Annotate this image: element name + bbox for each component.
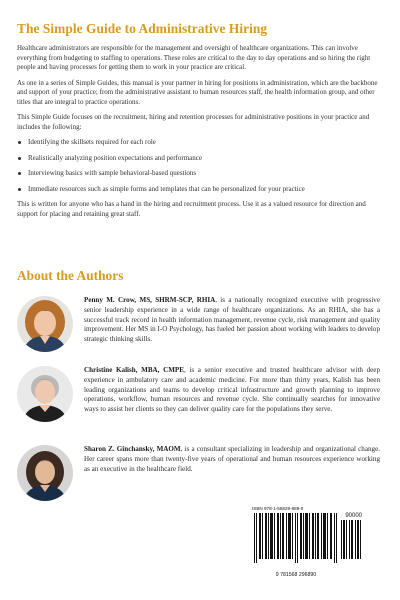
feature-item: Interviewing basics with sample behavioral-based questions — [17, 169, 383, 179]
feature-item: Identifying the skillsets required for each role — [17, 138, 383, 148]
author-bio — [84, 366, 380, 415]
author-name: Christine Kalish, MBA, CMPE — [84, 366, 184, 374]
intro-closing: This is written for anyone who has a hand in the hiring and recruitment process. Use it as a valued resource for direction and support for placing and retaining great staff. — [17, 200, 366, 218]
isbn-label: ISBN 978-1-56829-689-0 — [252, 506, 304, 511]
author-name: Penny M. Crow, MS, SHRM-SCP, RHIA — [84, 296, 216, 304]
author-photo — [17, 445, 73, 501]
intro-paragraph-2: As one in a series of Simple Guides, this manual is your partner in hiring for positions in administration, which are the backbone and support of your practice; from the administrative assistant to human resources staff, the health information group, and other titles that are integral to practice operations. — [17, 78, 378, 106]
isbn-barcode — [252, 506, 364, 578]
author-photo — [17, 366, 73, 422]
feature-item: Immediate resources such as simple forms and templates that can be personalized for your practice — [17, 185, 383, 195]
author-bio-text: , is a senior executive and trusted healthcare advisor with deep experience in ambulatory care and academic medicine. For more than thirty years, Kalish has been leading organizations and teams to develop critical infrastructure and growth planning to improve operations, workflow, human resources and revenue cycle. She continually searches for innovative ways to assist her clients so they can deliver quality care for the populations they serve. — [84, 366, 381, 414]
guide-description — [17, 44, 383, 225]
intro-paragraph-1: Healthcare administrators are responsible for the management and oversight of healthcare organizations. This can involve everything from budgeting to staffing to operations. These roles are critical to the day to day operations and so hiring the right people and having processes for getting them to work in your practice are critical. — [17, 44, 371, 71]
guide-title: The Simple Guide to Administrative Hiring — [17, 21, 268, 36]
author-bio-text: , is a nationally recognized executive with progressive senior leadership experience in a wide range of healthcare organizations. As an RHIA, she has a successful track record in health information management, revenue cycle, risk management and quality improvement. Her MS in I-O Psychology, has fueled her passion about working with leaders to develop strategic thinking skills. — [84, 296, 380, 344]
author-bio — [84, 445, 380, 474]
author-bio-text: , is a consultant specializing in leadership and organizational change. Her career spans more than twenty-five years of operational and human resources experience working as an executive in the healthcare field. — [84, 445, 380, 473]
feature-list — [17, 138, 383, 194]
authors-heading: About the Authors — [17, 268, 124, 283]
price-code: 90000 — [345, 513, 362, 519]
barcode-bars — [252, 512, 364, 574]
isbn-digits: 9 781568 296890 — [275, 572, 317, 578]
intro-paragraph-3: This Simple Guide focuses on the recruitment, hiring and retention processes for administrative positions in your practice and includes the following: — [17, 113, 370, 131]
author-photo — [17, 296, 73, 352]
feature-item: Realistically analyzing position expectations and performance — [17, 154, 383, 164]
author-name: Sharon Z. Ginchansky, MAOM — [84, 445, 181, 453]
author-bio — [84, 296, 380, 345]
